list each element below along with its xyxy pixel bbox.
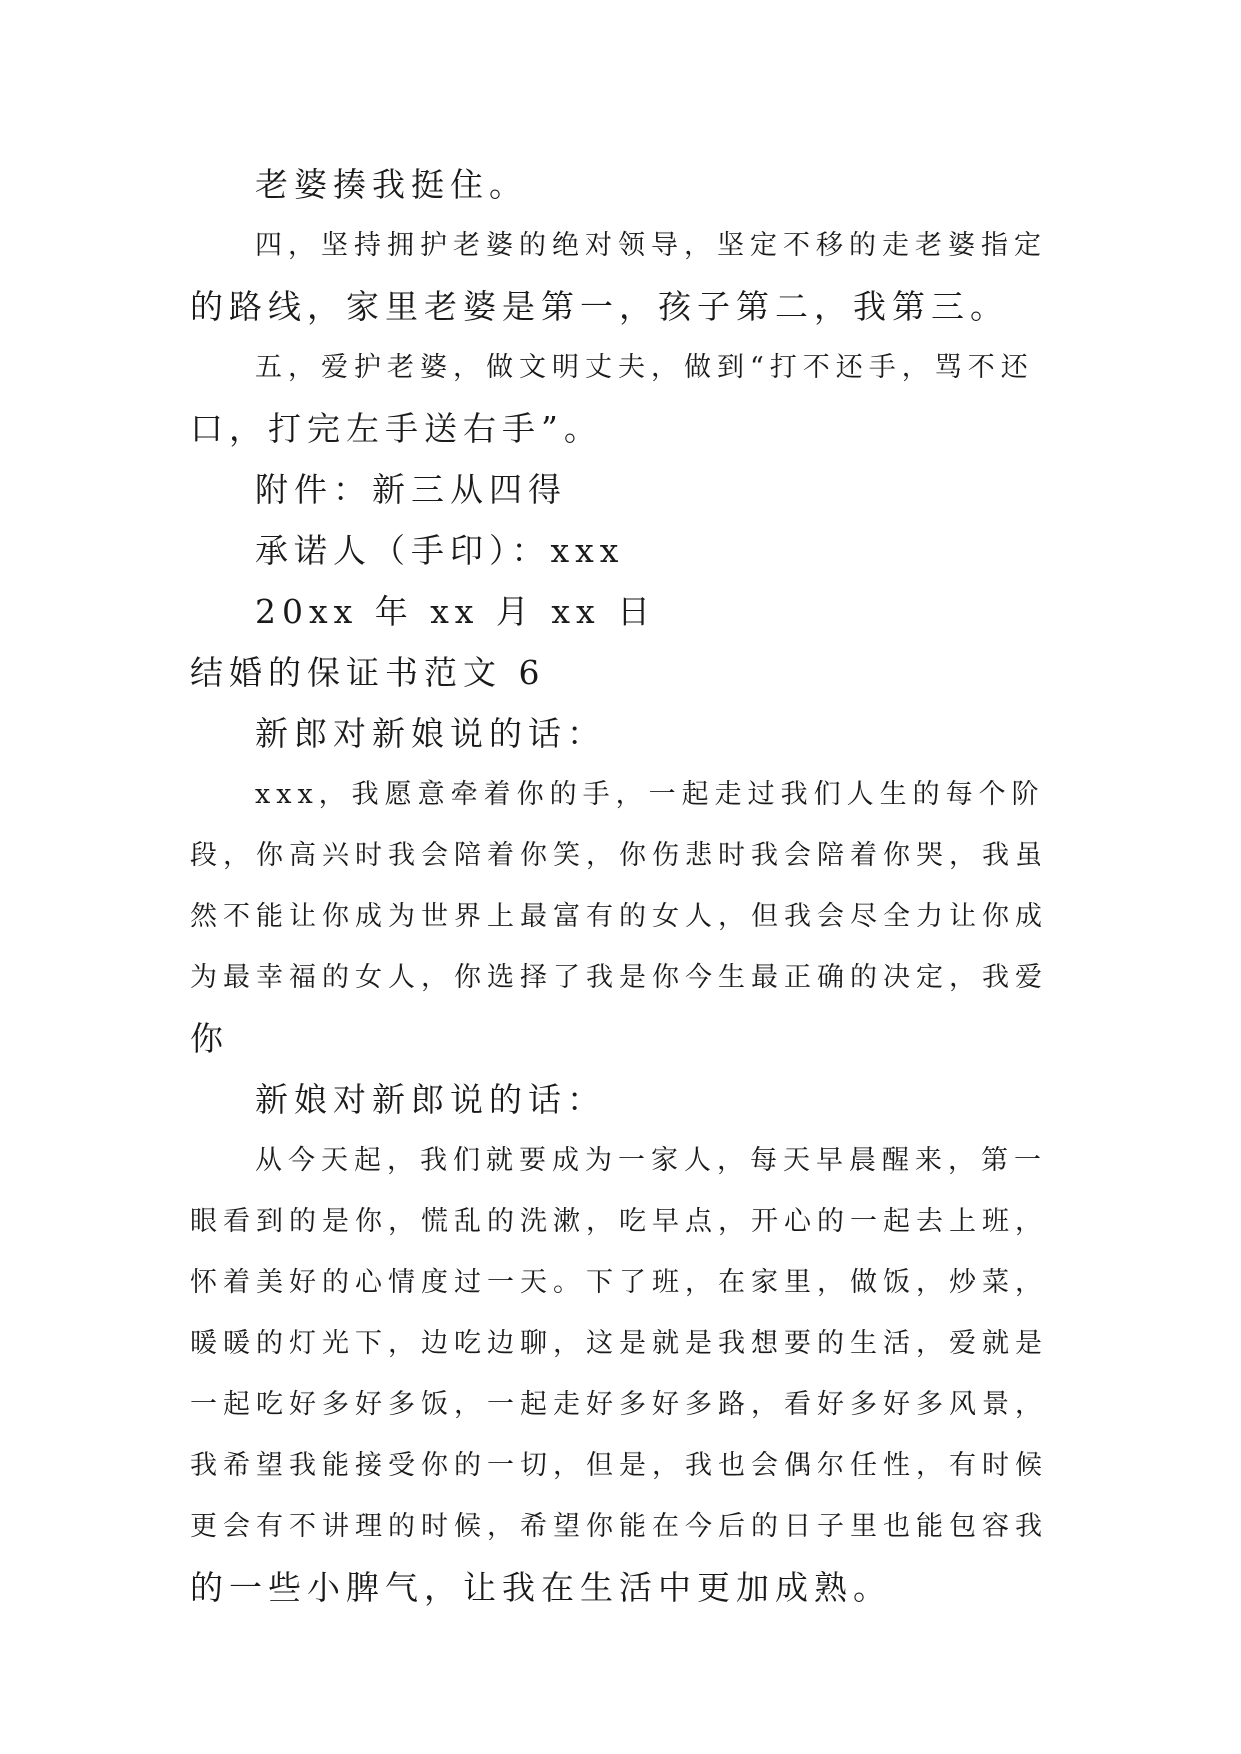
subheading-bride: 新娘对新郎说的话： <box>255 1080 606 1119</box>
paragraph-line: xxx，我愿意牵着你的手，一起走过我们人生的每个阶 <box>255 779 1045 810</box>
paragraph-line: 老婆揍我挺住。 <box>255 165 528 204</box>
paragraph-line: 我希望我能接受你的一切，但是，我也会偶尔任性，有时候 <box>190 1450 1048 1481</box>
date-line: 20xx 年 xx 月 xx 日 <box>255 592 657 631</box>
signatory-line: 承诺人（手印）：xxx <box>255 531 625 570</box>
section-heading: 结婚的保证书范文 6 <box>190 653 546 692</box>
paragraph-line: 你 <box>190 1019 229 1058</box>
paragraph-line: 的路线，家里老婆是第一，孩子第二，我第三。 <box>190 287 1009 326</box>
paragraph-line: 四，坚持拥护老婆的绝对领导，坚定不移的走老婆指定 <box>255 230 1047 261</box>
attachment-line: 附件：新三从四得 <box>255 470 567 509</box>
paragraph-line: 一起吃好多好多饭，一起走好多好多路，看好多好多风景， <box>190 1389 1048 1420</box>
paragraph-line: 暖暖的灯光下，边吃边聊，这是就是我想要的生活，爱就是 <box>190 1328 1048 1359</box>
paragraph-line: 口，打完左手送右手”。 <box>190 409 603 448</box>
paragraph-line: 段，你高兴时我会陪着你笑，你伤悲时我会陪着你哭，我虽 <box>190 840 1048 871</box>
paragraph-line: 怀着美好的心情度过一天。下了班，在家里，做饭，炒菜， <box>190 1267 1048 1298</box>
paragraph-line: 从今天起，我们就要成为一家人，每天早晨醒来，第一 <box>255 1145 1047 1176</box>
subheading-groom: 新郎对新娘说的话： <box>255 714 606 753</box>
paragraph-line: 然不能让你成为世界上最富有的女人，但我会尽全力让你成 <box>190 901 1048 932</box>
paragraph-line: 五，爱护老婆，做文明丈夫，做到“打不还手，骂不还 <box>255 352 1034 383</box>
paragraph-line: 的一些小脾气，让我在生活中更加成熟。 <box>190 1568 892 1607</box>
paragraph-line: 眼看到的是你，慌乱的洗漱，吃早点，开心的一起去上班， <box>190 1206 1048 1237</box>
paragraph-line: 更会有不讲理的时候，希望你能在今后的日子里也能包容我 <box>190 1511 1048 1542</box>
paragraph-line: 为最幸福的女人，你选择了我是你今生最正确的决定，我爱 <box>190 962 1048 993</box>
